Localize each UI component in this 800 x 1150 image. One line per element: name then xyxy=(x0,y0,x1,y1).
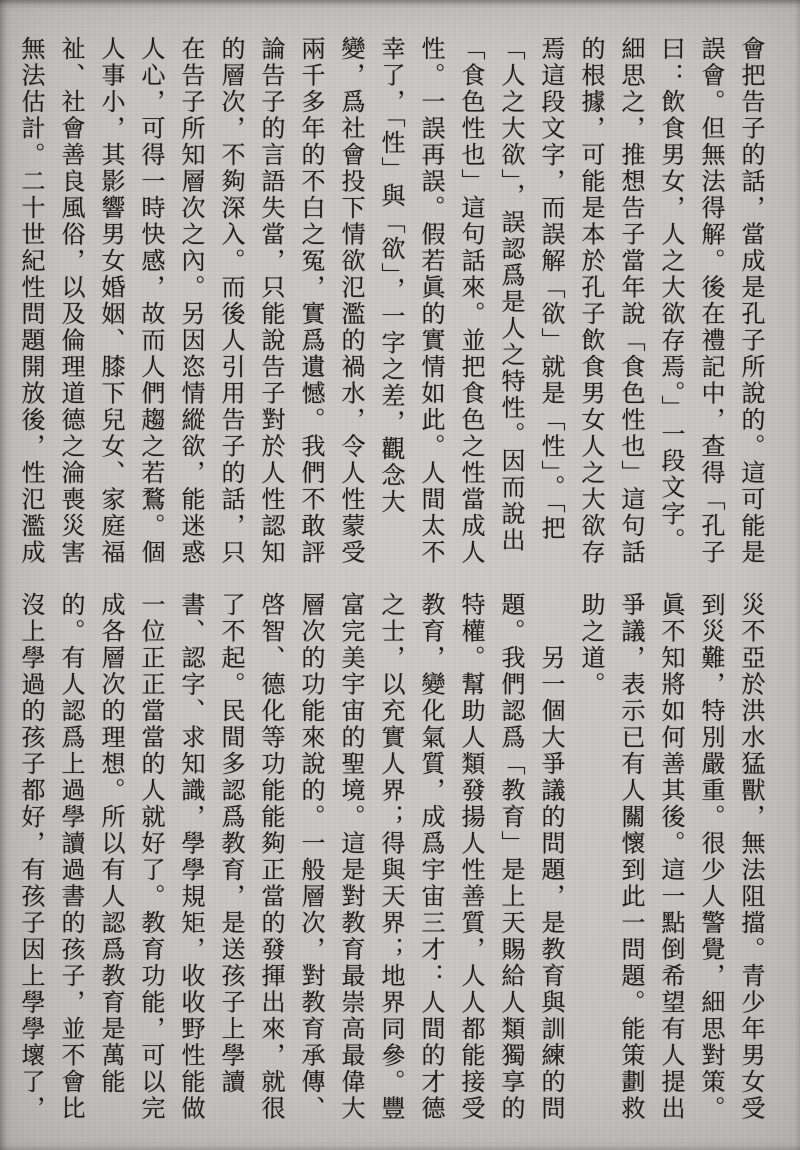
text-column: 人心，可得一時快感，故而人們趨之若鶩。個 xyxy=(137,36,163,566)
text-column: 人事小，其影響男女婚姻、膝下兒女、家庭福 xyxy=(97,36,123,566)
text-column: 誤會。但無法得解。後在禮記中，查得「孔子 xyxy=(697,36,723,566)
text-column: 一位正正當當的人就好了。教育功能，可以完 xyxy=(137,592,163,1122)
text-column: 性。一誤再誤。假若眞的實情如此。人間太不 xyxy=(417,36,443,566)
text-column: 「食色性也」這句話來。並把食色之性當成人 xyxy=(457,36,483,566)
text-column: 的根據，可能是本於孔子飲食男女人之大欲存 xyxy=(577,36,603,566)
text-column: 災不亞於洪水猛獸，無法阻擋。青少年男女受 xyxy=(737,592,763,1122)
bottom-text-block xyxy=(10,592,770,1127)
text-column: 的層次，不夠深入。而後人引用告子的話，只 xyxy=(217,36,243,566)
text-column: 兩千多年的不白之冤，實爲遺憾。我們不敢評 xyxy=(297,36,323,566)
text-column: 助之道。 xyxy=(577,592,603,698)
text-column: 論告子的言語失當，只能說告子對於人性認知 xyxy=(257,36,283,566)
text-column: 在告子所知層次之內。另因恣情縱欲，能迷惑 xyxy=(177,36,203,566)
text-column: 成各層次的理想。所以有人認爲教育是萬能 xyxy=(97,592,123,1096)
text-column: 了不起。民間多認爲教育，是送孩子上學讀 xyxy=(217,592,243,1096)
text-column: 特權。幫助人類發揚人性善質，人人都能接受 xyxy=(457,592,483,1122)
text-column: 曰：飲食男女，人之大欲存焉。」一段文字。 xyxy=(657,36,683,554)
text-column: 幸了，「性」與「欲」，一字之差，觀念大 xyxy=(377,36,403,516)
text-column: 焉這段文字，而誤解「欲」就是「性」。「把 xyxy=(537,36,563,542)
text-column: 會把告子的話，當成是孔子所說的。這可能是 xyxy=(737,36,763,566)
text-column: 眞不知將如何善其後。這一點倒希望有人提出 xyxy=(657,592,683,1122)
text-column: 細思之，推想告子當年說「食色性也」這句話 xyxy=(617,36,643,566)
text-column-paragraph-start: 另一個大爭議的問題，是教育與訓練的問 xyxy=(537,645,563,1122)
text-column: 教育，變化氣質，成爲宇宙三才：人間的才德 xyxy=(417,592,443,1122)
text-column: 書、認字、求知識，學學規矩，收收野性能做 xyxy=(177,592,203,1122)
text-column: 祉、社會善良風俗，以及倫理道德之淪喪災害 xyxy=(57,36,83,566)
text-column: 沒上學過的孩子都好，有孩子因上學學壞了， xyxy=(17,592,43,1122)
text-column: 到災難，特別嚴重。很少人警覺，細思對策。 xyxy=(697,592,723,1122)
text-column: 富完美宇宙的聖境。這是對教育最崇高最偉大 xyxy=(337,592,363,1122)
text-column: 題。我們認爲「教育」是上天賜給人類獨享的 xyxy=(497,592,523,1122)
text-column: 變，爲社會投下情欲氾濫的禍水，令人性蒙受 xyxy=(337,36,363,566)
text-column: 無法估計。二十世紀性問題開放後，性氾濫成 xyxy=(17,36,43,566)
text-column: 「人之大欲」，誤認爲是人之特性。因而說出 xyxy=(497,36,523,554)
text-column: 的。有人認爲上過學讀過書的孩子，並不會比 xyxy=(57,592,83,1122)
text-column: 之士，以充實人界；得與天界；地界同參。豐 xyxy=(377,592,403,1122)
text-column: 層次的功能來說的。一般層次，對教育承傳、 xyxy=(297,592,323,1122)
top-text-block xyxy=(10,36,770,566)
text-column: 爭議，表示已有人關懷到此一問題。能策劃救 xyxy=(617,592,643,1122)
text-column: 啓智、德化等功能能夠正當的發揮出來，就很 xyxy=(257,592,283,1122)
